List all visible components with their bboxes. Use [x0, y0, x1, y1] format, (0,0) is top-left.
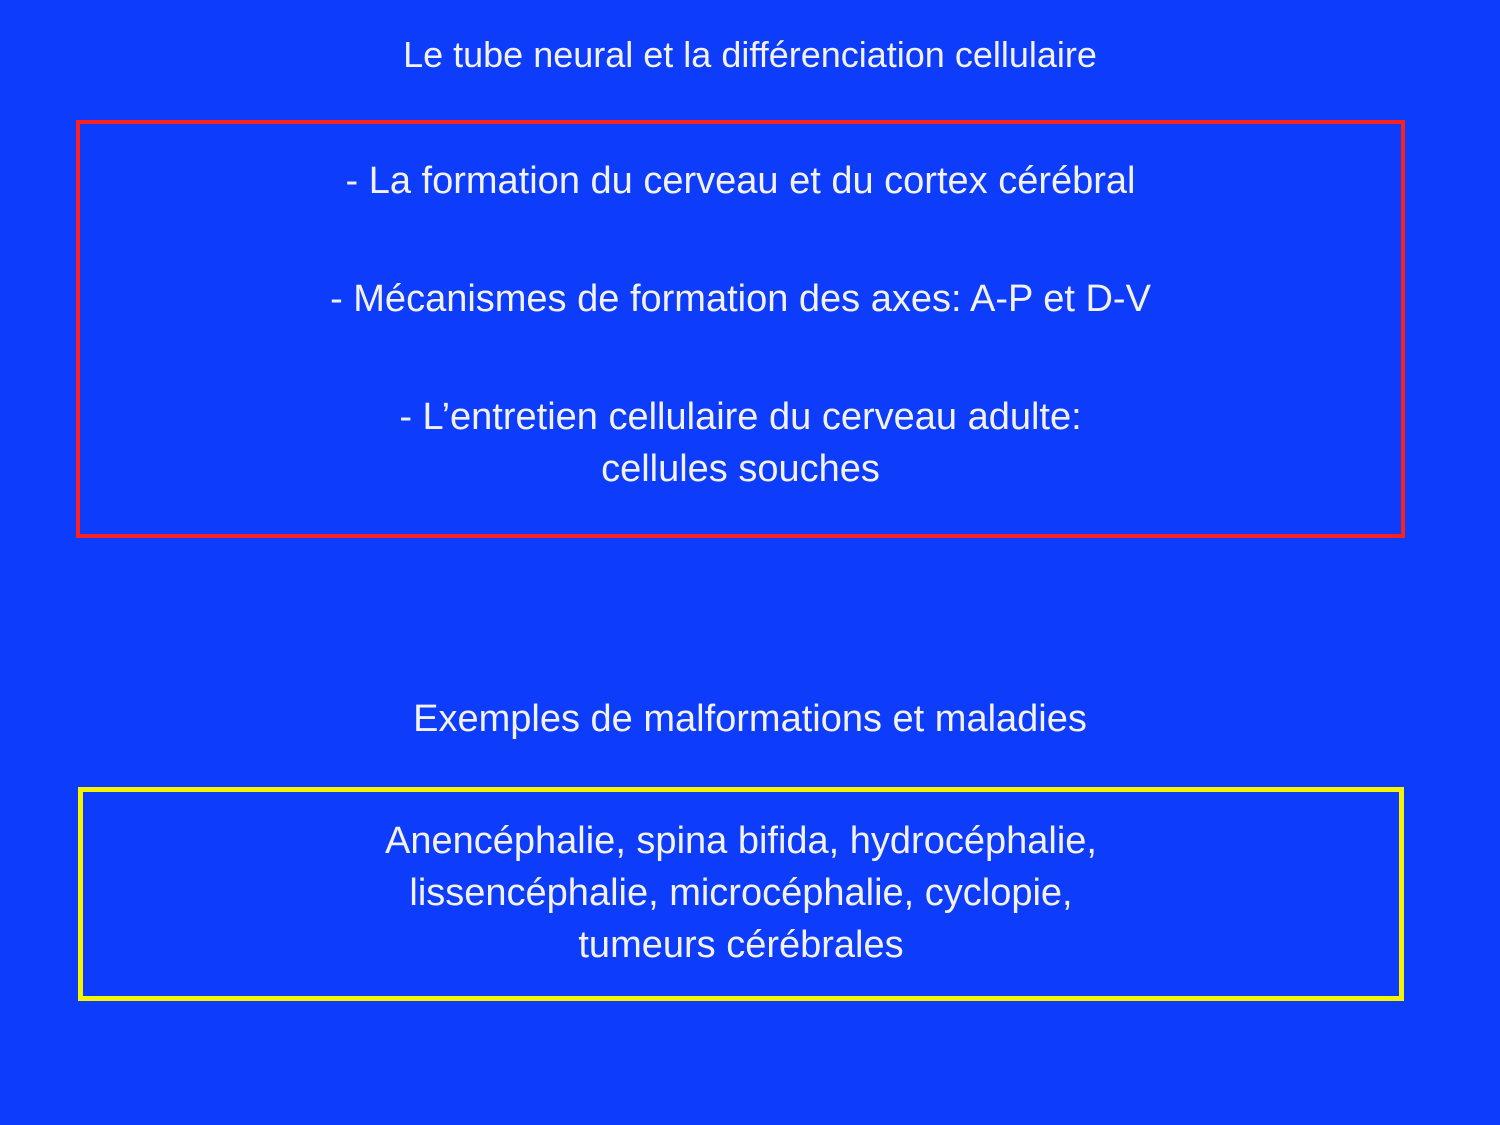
diseases-list [83, 815, 1399, 971]
objective-text-1: - La formation du cerveau et du cortex cérébral [345, 160, 1136, 202]
page-title: Le tube neural et la différenciation cellulaire [403, 34, 1097, 75]
objective-text-3: - L’entretien cellulaire du cerveau adulte: [399, 396, 1082, 438]
objective-subtext-3: cellules souches [601, 448, 880, 490]
objectives-box [76, 120, 1405, 538]
objective-text-2: - Mécanismes de formation des axes: A-P et D-V [330, 278, 1151, 320]
disease-line-1: Anencéphalie, spina bifida, hydrocéphalie, [385, 820, 1097, 862]
diseases-box [78, 787, 1404, 1001]
objectives-list [80, 124, 1401, 534]
list-item [80, 391, 1401, 495]
list-item [80, 273, 1401, 325]
examples-heading: Exemples de malformations et maladies [413, 698, 1087, 740]
disease-line-3: tumeurs cérébrales [578, 924, 904, 966]
disease-line-2: lissencéphalie, microcéphalie, cyclopie, [409, 872, 1073, 914]
list-item [80, 155, 1401, 207]
